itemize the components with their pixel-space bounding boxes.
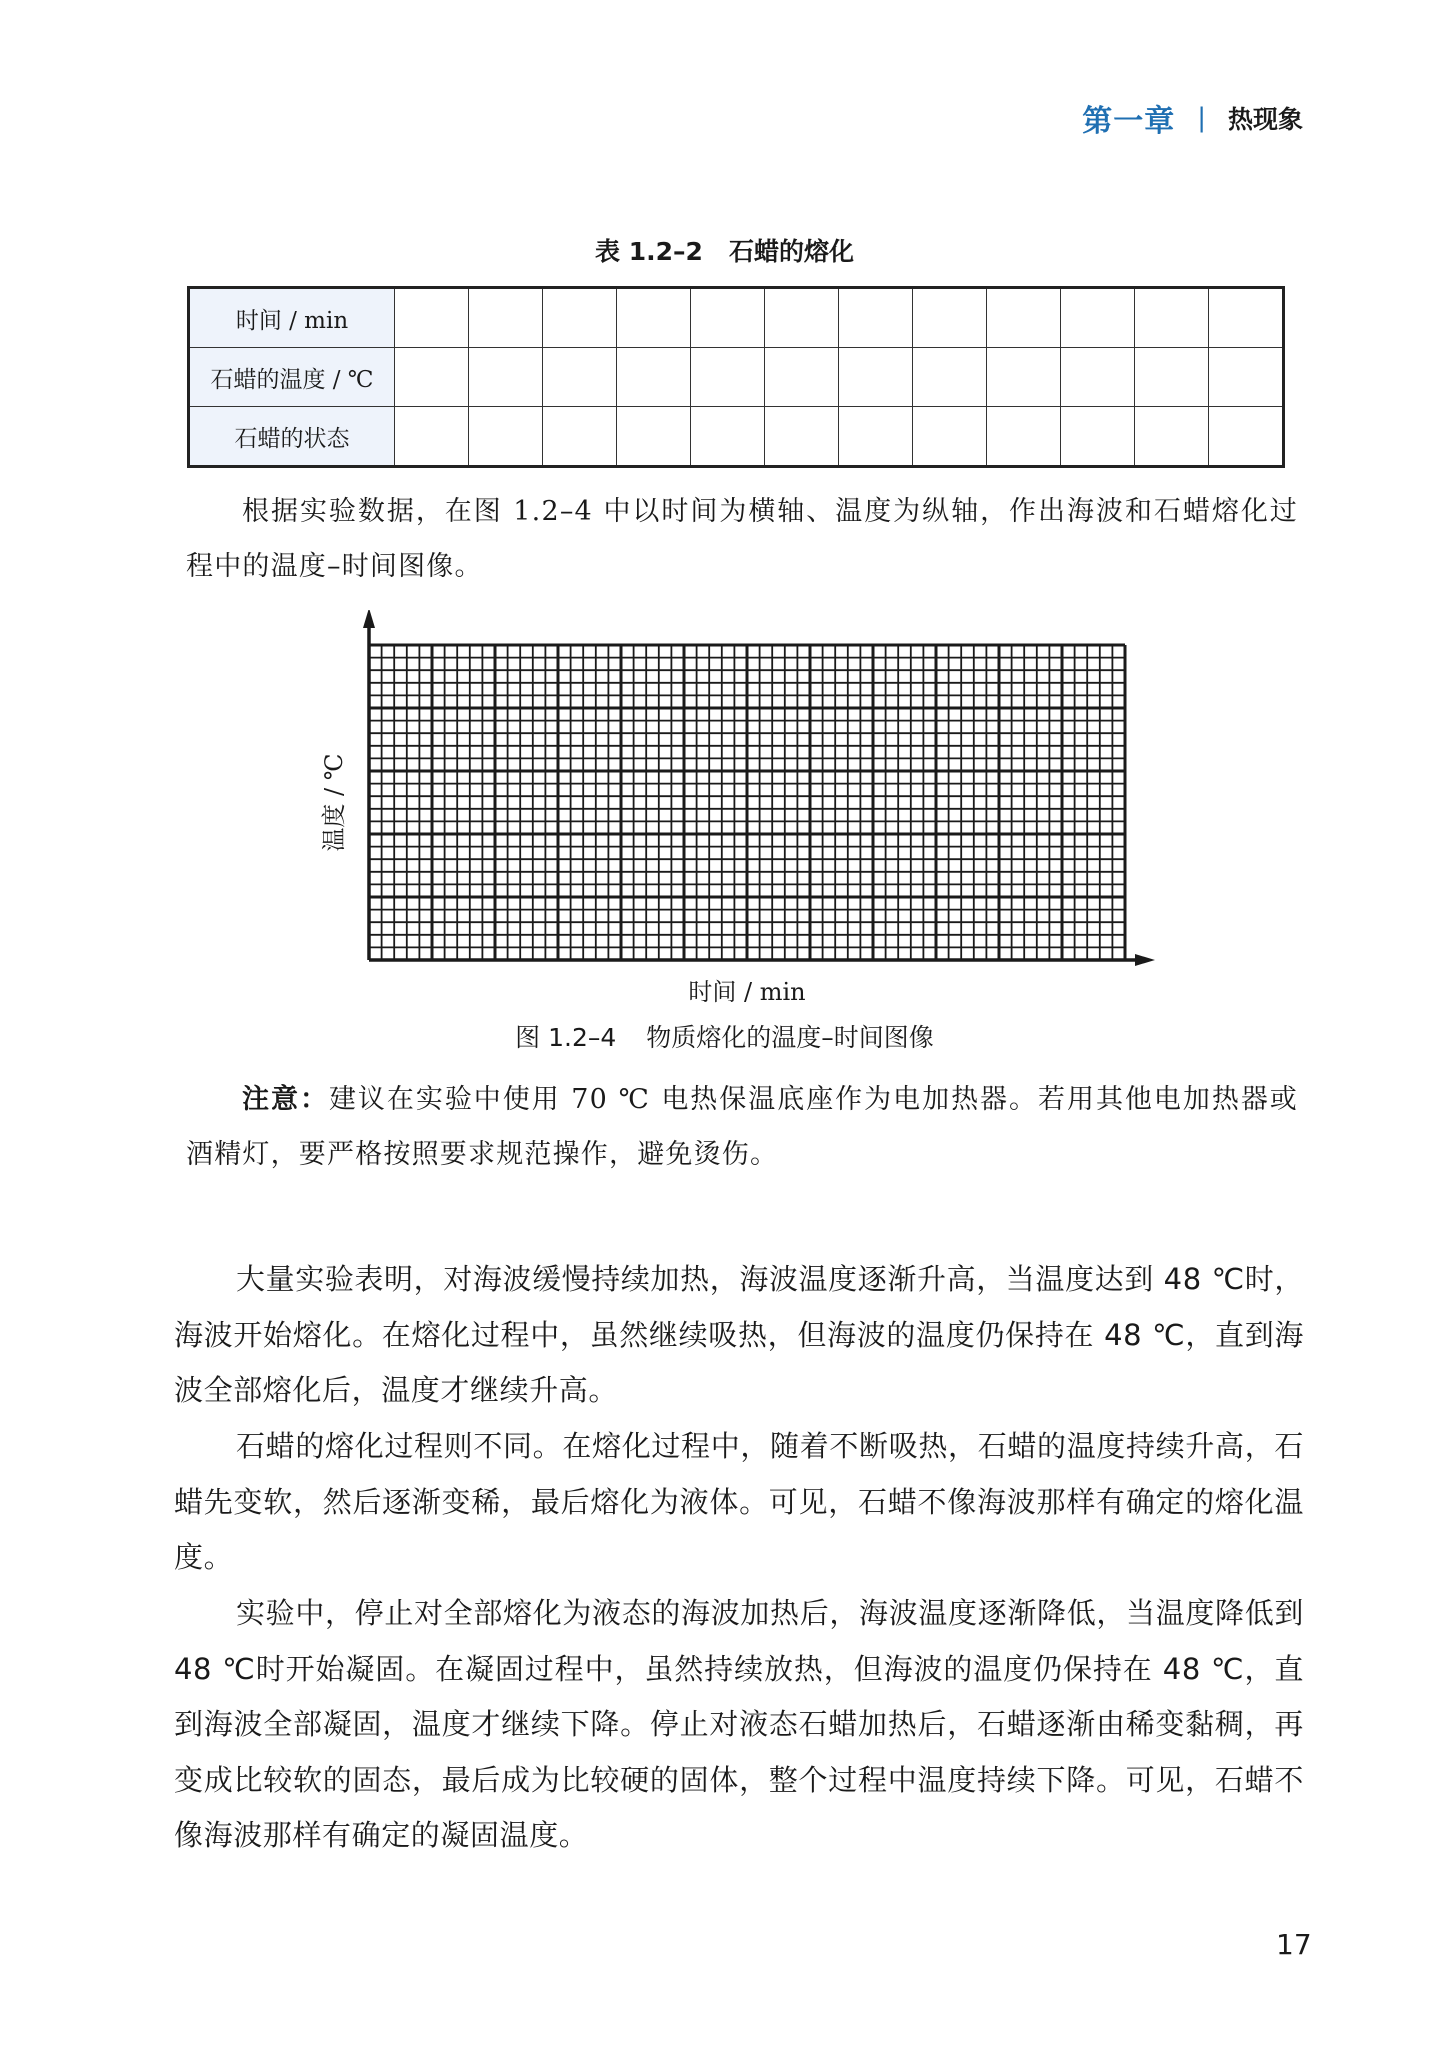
y-axis-label: 温度 / ℃ xyxy=(320,753,348,852)
table-empty-cell xyxy=(395,288,469,348)
table-row-header: 石蜡的温度 / ℃ xyxy=(189,348,395,407)
body-paragraph-3: 实验中，停止对全部熔化为液态的海波加热后，海波温度逐渐降低，当温度降低到 48 ℃时开始凝固。在凝固过程中，虽然持续放热，但海波的温度仍保持在 48 ℃，直到海波全部凝固，温度才继续下降。停止对液态石蜡加热后，石蜡逐渐由稀变黏稠，再变成比较软的固态，最后成为比较硬的固体，整个过程中温度持续下降。可见，石蜡不像海波那样有确定的凝固温度。 xyxy=(174,1596,1304,1852)
table-empty-cell xyxy=(691,348,765,407)
header-separator: | xyxy=(1197,103,1206,133)
table-empty-cell xyxy=(395,348,469,407)
table-empty-cell xyxy=(987,407,1061,467)
table-row xyxy=(189,348,1284,407)
table-empty-cell xyxy=(543,348,617,407)
table-row-header: 时间 / min xyxy=(189,288,395,348)
notice-label: 注意： xyxy=(242,1084,329,1115)
graph-paper-figure xyxy=(300,610,1160,1010)
table-caption-title: 石蜡的熔化 xyxy=(728,237,854,266)
table-empty-cell xyxy=(691,288,765,348)
table-empty-cell xyxy=(1209,288,1284,348)
table-empty-cell xyxy=(543,288,617,348)
table-empty-cell xyxy=(839,348,913,407)
table-empty-cell xyxy=(839,288,913,348)
table-empty-cell xyxy=(765,407,839,467)
table-empty-cell xyxy=(1135,288,1209,348)
table-empty-cell xyxy=(839,407,913,467)
y-axis-arrow-icon xyxy=(363,610,375,628)
running-head xyxy=(1082,96,1303,140)
table-row xyxy=(189,288,1284,348)
instruction-paragraph: 根据实验数据，在图 1.2–4 中以时间为横轴、温度为纵轴，作出海波和石蜡熔化过程中的温度–时间图像。 xyxy=(186,496,1298,582)
chapter-title: 热现象 xyxy=(1227,105,1303,134)
table-empty-cell xyxy=(691,407,765,467)
table-empty-cell xyxy=(617,348,691,407)
grid xyxy=(369,645,1125,960)
table-empty-cell xyxy=(1135,348,1209,407)
figure-caption-title: 物质熔化的温度–时间图像 xyxy=(646,1023,934,1052)
body-paragraph-1: 大量实验表明，对海波缓慢持续加热，海波温度逐渐升高，当温度达到 48 ℃时，海波开始熔化。在熔化过程中，虽然继续吸热，但海波的温度仍保持在 48 ℃，直到海波全部熔化后，温度才继续升高。 xyxy=(174,1262,1304,1407)
table-empty-cell xyxy=(617,407,691,467)
table-empty-cell xyxy=(765,288,839,348)
table-empty-cell xyxy=(1061,407,1135,467)
table-empty-cell xyxy=(913,348,987,407)
table-empty-cell xyxy=(543,407,617,467)
figure-caption xyxy=(0,1018,1449,1054)
table-caption xyxy=(0,232,1449,268)
table-empty-cell xyxy=(987,348,1061,407)
page-number: 17 xyxy=(1276,1928,1312,1961)
data-table xyxy=(187,286,1285,468)
table-empty-cell xyxy=(1135,407,1209,467)
figure-caption-number: 图 1.2–4 xyxy=(515,1023,617,1052)
table-empty-cell xyxy=(987,288,1061,348)
table-empty-cell xyxy=(469,288,543,348)
table-empty-cell xyxy=(1209,407,1284,467)
table-empty-cell xyxy=(469,407,543,467)
notice-paragraph xyxy=(186,1072,1298,1182)
table-empty-cell xyxy=(617,288,691,348)
table-empty-cell xyxy=(913,407,987,467)
table-row-header: 石蜡的状态 xyxy=(189,407,395,467)
chapter-number: 第一章 xyxy=(1082,104,1176,139)
table-empty-cell xyxy=(469,348,543,407)
table-empty-cell xyxy=(765,348,839,407)
x-axis-label: 时间 / min xyxy=(688,978,806,1006)
x-axis-arrow-icon xyxy=(1135,954,1155,966)
table-empty-cell xyxy=(1209,348,1284,407)
table-empty-cell xyxy=(1061,348,1135,407)
table-empty-cell xyxy=(1061,288,1135,348)
notice-text: 建议在实验中使用 70 ℃ 电热保温底座作为电加热器。若用其他电加热器或酒精灯，要严格按照要求规范操作，避免烫伤。 xyxy=(186,1084,1298,1170)
table-empty-cell xyxy=(395,407,469,467)
table-row xyxy=(189,407,1284,467)
body-paragraph-2: 石蜡的熔化过程则不同。在熔化过程中，随着不断吸热，石蜡的温度持续升高，石蜡先变软，然后逐渐变稀，最后熔化为液体。可见，石蜡不像海波那样有确定的熔化温度。 xyxy=(174,1429,1304,1574)
table-empty-cell xyxy=(913,288,987,348)
table-caption-number: 表 1.2–2 xyxy=(595,237,703,266)
